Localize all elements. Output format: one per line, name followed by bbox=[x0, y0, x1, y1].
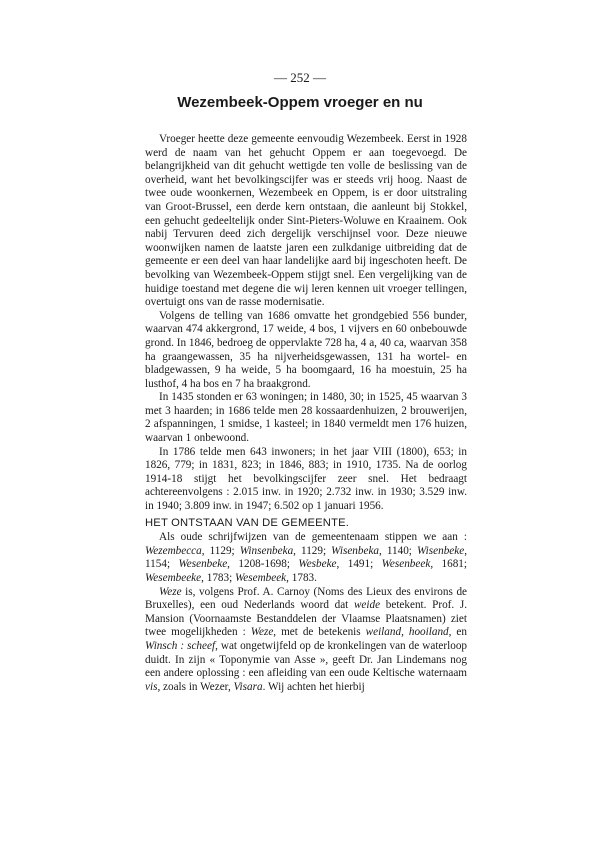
text-run: , 1681; bbox=[430, 558, 468, 571]
place-name-variant: Wesenbeek bbox=[381, 558, 431, 571]
text-run: , 1783. bbox=[286, 572, 317, 584]
place-name-variant: Wezembecca bbox=[145, 544, 202, 557]
place-name-variant: Winsenbeka bbox=[239, 544, 294, 557]
text-run: , 1491; bbox=[336, 558, 382, 571]
text-run: , 1129; bbox=[201, 544, 240, 557]
text-run: . Wij achten het hierbij bbox=[262, 680, 365, 693]
place-name-variant: Wisenbeke bbox=[416, 544, 465, 557]
place-name-variant: Wesembeeke bbox=[145, 572, 202, 584]
text-run: , zoals in Wezer, bbox=[157, 680, 234, 693]
text-run: , 1783; bbox=[201, 572, 235, 584]
text-run: , 1154; bbox=[145, 544, 467, 571]
text-run: Als oude schrijfwijzen van de gemeentenaam stippen we aan : bbox=[159, 531, 467, 544]
italic-term: Visara bbox=[233, 680, 263, 693]
text-run: , met de betekenis bbox=[273, 626, 366, 639]
place-name-variant: Wesembeek bbox=[235, 572, 287, 584]
italic-term: weiland, hooiland bbox=[365, 626, 449, 639]
italic-term: Winsch : scheef bbox=[145, 639, 216, 652]
text-run: , 1129; bbox=[293, 544, 332, 557]
text-run: , 1140; bbox=[379, 544, 417, 557]
paragraph: In 1435 stonden er 63 woningen; in 1480, 30; in 1525, 45 waarvan 3 met 3 haarden; in 1686 telde men 28 kossaardenhuizen, 2 brouwerijen, 2 afspanningen, 1 smidse, 1 kasteel; in 1840 vermeldt men 176 huizen, waarvan 1 onbewoond. bbox=[145, 391, 467, 445]
paragraph: In 1786 telde men 643 inwoners; in het jaar VIII (1800), 653; in 1826, 779; in 1831, 823; in 1846, 883; in 1910, 1735. Na de oorlog 1914-18 stijgt het bevolkingscijfer zeer snel. Het bedraagt achtereenvolgens : 2.015 inw. in 1920; 2.732 inw. in 1930; 3.529 inw. in 1940; 3.809 inw. in 1947; 6.502 op 1 januari 1956. bbox=[145, 445, 467, 513]
page-title: Wezembeek-Oppem vroeger en nu bbox=[177, 94, 423, 111]
paragraph bbox=[145, 531, 467, 585]
place-name-variant: Wesbeke bbox=[298, 558, 337, 571]
paragraph: Volgens de telling van 1686 omvatte het grondgebied 556 bunder, waarvan 474 akkergrond, 17 weide, 4 bos, 1 vijvers en 60 onbebouwde grond. In 1846, bedroeg de oppervlakte 728 ha, 4 a, 40 ca, waarvan 358 ha graangewassen, 35 ha nijverheidsgewassen, 131 ha wortel- en bladgewassen, 9 ha weide, 5 ha boomgaard, 16 ha moestuin, 25 ha lusthof, 4 ha bos en 7 ha braakgrond. bbox=[145, 309, 467, 390]
italic-term: weide bbox=[353, 599, 381, 612]
paragraph bbox=[145, 586, 467, 695]
text-run: betekent. Prof. J. Mansion (Voornaamste Bestanddelen der Vlaamse Plaatsnamen) ziet twee mogelijkheden : bbox=[145, 599, 468, 639]
text-run: , wat ongetwijfeld op de kronkelingen van de waterloop duidt. In zijn « Toponymie van Asse », geeft Dr. Jan Lindemans nog een andere oplossing : een afleiding van een oude Keltische waternaam bbox=[145, 639, 468, 680]
paragraph: Vroeger heette deze gemeente eenvoudig Wezembeek. Eerst in 1928 werd de naam van het gehucht Oppem er aan toegevoegd. De belangrijkheid van dit gehucht wettigde ten volle de beslissing van de overheid, want het bevolkingscijfer was er steeds vrij hoog. Naast de twee oude woonkernen, Wezembeek en Oppem, is er door uitstraling van Groot-Brussel, een derde kern ontstaan, die aanleunt bij Stokkel, een gehucht gedeeltelijk onder Sint-Pieters-Woluwe en Kraainem. Ook nabij Tervuren deed zich dergelijk verschijnsel voor. Deze nieuwe woonwijken namen de laatste jaren een zulkdanige uitbreiding dat de gemeente er een deel van haar landelijke aard bij ingeschoten heeft. De bevolking van Wezembeek-Oppem stijgt snel. Een vergelijking van de huidige toestand met degene die wij leren kennen uit vroeger tellingen, overtuigt ons van de rasse modernisatie. bbox=[145, 133, 467, 309]
body-text bbox=[145, 133, 467, 694]
italic-term: Weze bbox=[250, 626, 274, 639]
place-name-variant: Wesenbeke bbox=[178, 558, 228, 571]
page-number: — 252 — bbox=[274, 70, 326, 85]
text-run: , 1208-1698; bbox=[227, 558, 299, 571]
section-heading: HET ONTSTAAN VAN DE GEMEENTE. bbox=[145, 516, 350, 529]
text-run: , en bbox=[448, 626, 467, 639]
italic-term: Weze bbox=[159, 585, 182, 598]
text-run: is, volgens Prof. A. Carnoy (Noms des Lieux des environs de Bruxelles), een oud Nederlands woord dat bbox=[145, 585, 467, 612]
place-name-variant: Wisenbeka bbox=[331, 544, 379, 557]
italic-term: vis bbox=[145, 680, 158, 693]
